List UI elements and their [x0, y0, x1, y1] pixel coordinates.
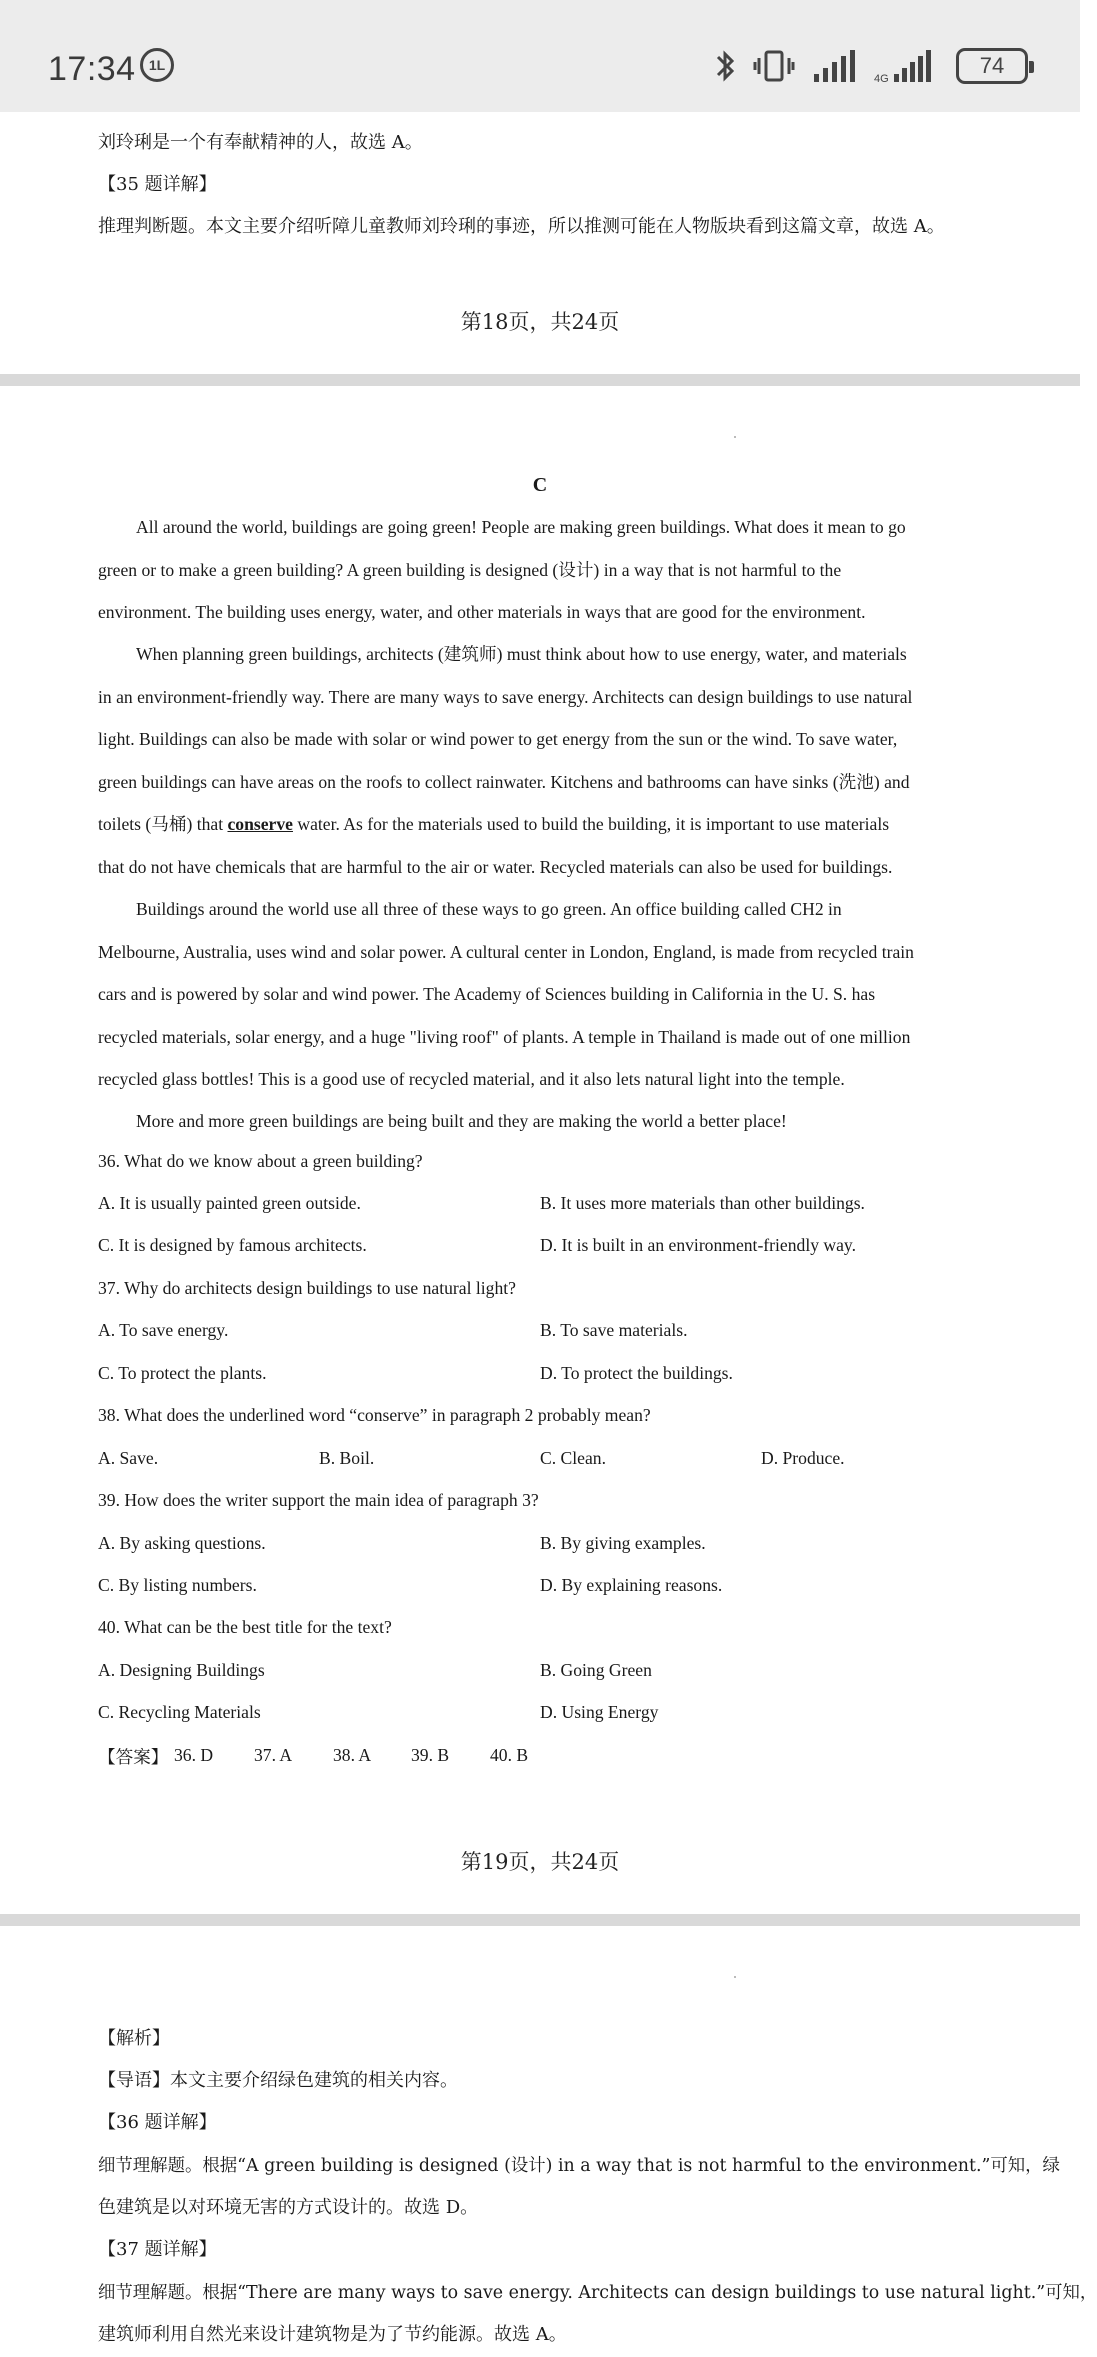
option-37-c: C. To protect the plants.: [98, 1363, 267, 1383]
page-18: [0, 112, 1080, 374]
page-separator: [0, 374, 1080, 386]
answer-label: 【答案】: [98, 1748, 169, 1768]
section-title: C: [532, 474, 548, 496]
option-36-d: D. It is built in an environment-friendly way.: [540, 1235, 856, 1255]
option-39-d: D. By explaining reasons.: [540, 1575, 723, 1595]
option-40-b: B. Going Green: [540, 1660, 652, 1680]
scan-dot: [734, 1976, 736, 1978]
explanation-36-line2: 色建筑是以对环境无害的方式设计的。故选 D。: [98, 2197, 479, 2218]
page-19: [0, 386, 1080, 1914]
signal-icon-2: [874, 48, 938, 84]
paragraph-4: [98, 1100, 982, 1143]
text-line: environment. The building uses energy, water, and other materials in ways that are good for the environment.: [98, 602, 866, 622]
question-40: 40. What can be the best title for the text?: [98, 1617, 392, 1637]
analysis-heading: 【解析】: [98, 2028, 170, 2049]
svg-text:4G: 4G: [874, 73, 889, 85]
question-39: 39. How does the writer support the main idea of paragraph 3?: [98, 1490, 539, 1510]
option-36-a: A. It is usually painted green outside.: [98, 1193, 361, 1213]
paragraph-2: [98, 633, 982, 888]
status-bar: [0, 0, 1080, 112]
question-38: 38. What does the underlined word “conserve” in paragraph 2 probably mean?: [98, 1405, 651, 1425]
option-36-c: C. It is designed by famous architects.: [98, 1235, 367, 1255]
notification-badge-icon: 1L: [140, 48, 174, 82]
answer-38: 38. A: [333, 1745, 372, 1765]
paragraph-3: [98, 888, 982, 1101]
option-37-a: A. To save energy.: [98, 1320, 229, 1340]
text-line: green buildings can have areas on the roofs to collect rainwater. Kitchens and bathrooms can have sinks (洗池) and: [98, 771, 910, 792]
option-40-a: A. Designing Buildings: [98, 1660, 265, 1680]
text-fragment: toilets (马桶) that: [98, 814, 228, 834]
text-line: green or to make a green building? A green building is designed (设计) in a way that is not harmful to the: [98, 559, 842, 580]
heading-37: 【37 题详解】: [98, 2239, 217, 2260]
explanation-37-line2: 建筑师利用自然光来设计建筑物是为了节约能源。故选 A。: [98, 2324, 567, 2345]
answer-39: 39. B: [411, 1745, 450, 1765]
heading-36: 【36 题详解】: [98, 2112, 217, 2133]
explanation-37-line1: 细节理解题。根据“There are many ways to save energy. Architects can design buildings to use natural light.”可知，: [98, 2283, 1097, 2303]
text-line: Melbourne, Australia, uses wind and solar power. A cultural center in London, England, is made from recycled train: [98, 941, 914, 962]
text-line: that do not have chemicals that are harmful to the air or water. Recycled materials can also be used for buildings.: [98, 856, 893, 877]
option-40-c: C. Recycling Materials: [98, 1702, 261, 1722]
option-38-b: B. Boil.: [319, 1448, 375, 1468]
answer-37: 37. A: [254, 1745, 293, 1765]
option-39-a: A. By asking questions.: [98, 1533, 266, 1553]
status-icons: [714, 44, 1028, 88]
option-39-c: C. By listing numbers.: [98, 1575, 257, 1595]
option-38-c: C. Clean.: [540, 1448, 606, 1468]
option-38-d: D. Produce.: [761, 1448, 845, 1468]
text-line: All around the world, buildings are going green! People are making green buildings. What does it mean to go: [136, 517, 906, 537]
bluetooth-icon: [714, 48, 736, 84]
question-37: 37. Why do architects design buildings to use natural light?: [98, 1278, 516, 1298]
page-separator: [0, 1914, 1080, 1926]
option-37-b: B. To save materials.: [540, 1320, 688, 1340]
status-time: 17:34: [48, 50, 136, 88]
text-line: in an environment-friendly way. There are many ways to save energy. Architects can design buildings to use natural: [98, 686, 913, 707]
text-fragment: water. As for the materials used to build the building, it is important to use materials: [292, 814, 890, 834]
option-39-b: B. By giving examples.: [540, 1533, 706, 1553]
text-line: light. Buildings can also be made with solar or wind power to get energy from the sun or the wind. To save water,: [98, 729, 898, 749]
explanation-36-line1: 细节理解题。根据“A green building is designed (设计) in a way that is not harmful to the environment.”可知，绿: [98, 2156, 1060, 2176]
question-36: 36. What do we know about a green building?: [98, 1151, 423, 1171]
text-line: Buildings around the world use all three of these ways to go green. An office building called CH2 in: [136, 899, 842, 919]
page-20: [0, 1926, 1097, 2345]
text-line: [98, 803, 982, 846]
text-line: cars and is powered by solar and wind power. The Academy of Sciences building in California in the U. S. has: [98, 984, 876, 1004]
answer-40: 40. B: [490, 1745, 529, 1765]
option-37-d: D. To protect the buildings.: [540, 1363, 733, 1383]
page-footer: 第19页，共24页: [460, 1850, 620, 1874]
signal-icon-1: [812, 48, 856, 84]
underlined-word: conserve: [227, 814, 293, 834]
paragraph-1: [98, 506, 982, 634]
text-line: When planning green buildings, architects (建筑师) must think about how to use energy, water, and materials: [136, 644, 907, 664]
text-line: More and more green buildings are being built and they are making the world a better place!: [136, 1111, 787, 1131]
option-40-d: D. Using Energy: [540, 1702, 659, 1722]
scan-dot: [734, 436, 736, 438]
option-38-a: A. Save.: [98, 1448, 159, 1468]
answer-line: 刘玲琍是一个有奉献精神的人，故选 A。: [98, 132, 423, 153]
option-36-b: B. It uses more materials than other buildings.: [540, 1193, 865, 1213]
page-footer: 第18页，共24页: [460, 310, 620, 334]
answer-36: 36. D: [174, 1745, 214, 1765]
vibrate-icon: [754, 48, 794, 84]
battery-icon: 74: [956, 48, 1028, 84]
text-line: recycled glass bottles! This is a good use of recycled material, and it also lets natural light into the temple.: [98, 1069, 845, 1089]
heading-35: 【35 题详解】: [98, 174, 217, 195]
guide-line: 【导语】本文主要介绍绿色建筑的相关内容。: [98, 2070, 458, 2091]
explanation-35: 推理判断题。本文主要介绍听障儿童教师刘玲琍的事迹，所以推测可能在人物版块看到这篇文章，故选 A。: [98, 216, 945, 237]
text-line: recycled materials, solar energy, and a huge "living roof" of plants. A temple in Thailand is made out of one million: [98, 1026, 911, 1047]
